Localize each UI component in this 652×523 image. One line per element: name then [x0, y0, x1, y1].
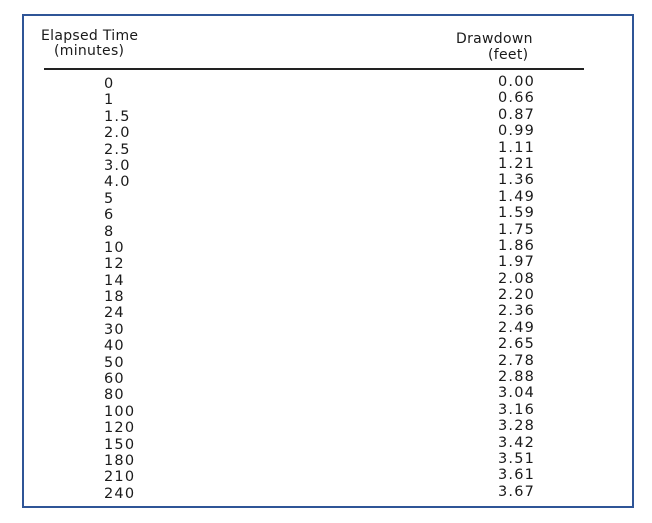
elapsed-time-cell: 14	[104, 272, 125, 289]
drawdown-cell: 1.21	[498, 155, 536, 172]
drawdown-cell: 0.99	[498, 123, 536, 140]
drawdown-cell: 2.88	[498, 369, 536, 386]
drawdown-column	[498, 74, 535, 500]
elapsed-time-cell: 5	[104, 190, 115, 207]
elapsed-time-cell: 1.5	[104, 108, 131, 125]
drawdown-cell: 1.75	[498, 221, 536, 238]
elapsed-time-cell: 1	[104, 92, 115, 109]
header-rule	[44, 68, 584, 70]
drawdown-cell: 1.59	[498, 205, 536, 222]
drawdown-cell: 3.28	[498, 418, 536, 435]
elapsed-time-cell: 40	[104, 338, 125, 355]
drawdown-cell: 2.65	[498, 336, 536, 353]
elapsed-time-cell: 2.5	[104, 141, 131, 158]
elapsed-time-cell: 24	[104, 305, 125, 322]
drawdown-cell: 1.11	[498, 139, 536, 156]
elapsed-time-cell: 80	[104, 387, 125, 404]
elapsed-time-cell: 10	[104, 239, 125, 256]
drawdown-cell: 1.49	[498, 188, 536, 205]
drawdown-cell: 0.00	[498, 74, 536, 90]
elapsed-time-cell: 18	[104, 289, 125, 306]
drawdown-cell: 1.36	[498, 172, 536, 189]
drawdown-cell: 3.16	[498, 401, 536, 418]
elapsed-time-column	[104, 76, 135, 502]
drawdown-cell: 2.20	[498, 287, 536, 304]
drawdown-cell: 3.42	[498, 434, 536, 451]
table-frame	[22, 14, 634, 508]
elapsed-time-cell: 8	[104, 223, 115, 240]
elapsed-time-cell: 12	[104, 256, 125, 273]
drawdown-unit: (feet)	[488, 47, 529, 63]
drawdown-cell: 0.87	[498, 106, 536, 123]
drawdown-cell: 2.08	[498, 270, 536, 287]
elapsed-time-unit: (minutes)	[54, 43, 125, 59]
elapsed-time-cell: 3.0	[104, 157, 131, 174]
drawdown-cell: 3.61	[498, 467, 536, 484]
elapsed-time-cell: 6	[104, 207, 115, 224]
drawdown-cell: 3.51	[498, 450, 536, 467]
drawdown-cell: 3.67	[498, 483, 536, 500]
elapsed-time-cell: 100	[104, 403, 136, 420]
elapsed-time-cell: 210	[104, 469, 136, 486]
elapsed-time-cell: 50	[104, 354, 125, 371]
elapsed-time-header: Elapsed Time	[41, 28, 139, 44]
elapsed-time-cell: 4.0	[104, 174, 131, 191]
elapsed-time-cell: 30	[104, 321, 125, 338]
elapsed-time-cell: 0	[104, 76, 115, 92]
drawdown-cell: 3.04	[498, 385, 536, 402]
drawdown-cell: 0.66	[498, 90, 536, 107]
drawdown-cell: 1.97	[498, 254, 536, 271]
drawdown-cell: 2.78	[498, 352, 536, 369]
drawdown-cell: 1.86	[498, 237, 536, 254]
elapsed-time-cell: 150	[104, 436, 136, 453]
drawdown-cell: 2.49	[498, 319, 536, 336]
elapsed-time-cell: 120	[104, 420, 136, 437]
elapsed-time-cell: 240	[104, 485, 136, 502]
elapsed-time-cell: 180	[104, 452, 136, 469]
drawdown-header: Drawdown	[456, 31, 533, 47]
elapsed-time-cell: 2.0	[104, 125, 131, 142]
elapsed-time-cell: 60	[104, 371, 125, 388]
drawdown-cell: 2.36	[498, 303, 536, 320]
